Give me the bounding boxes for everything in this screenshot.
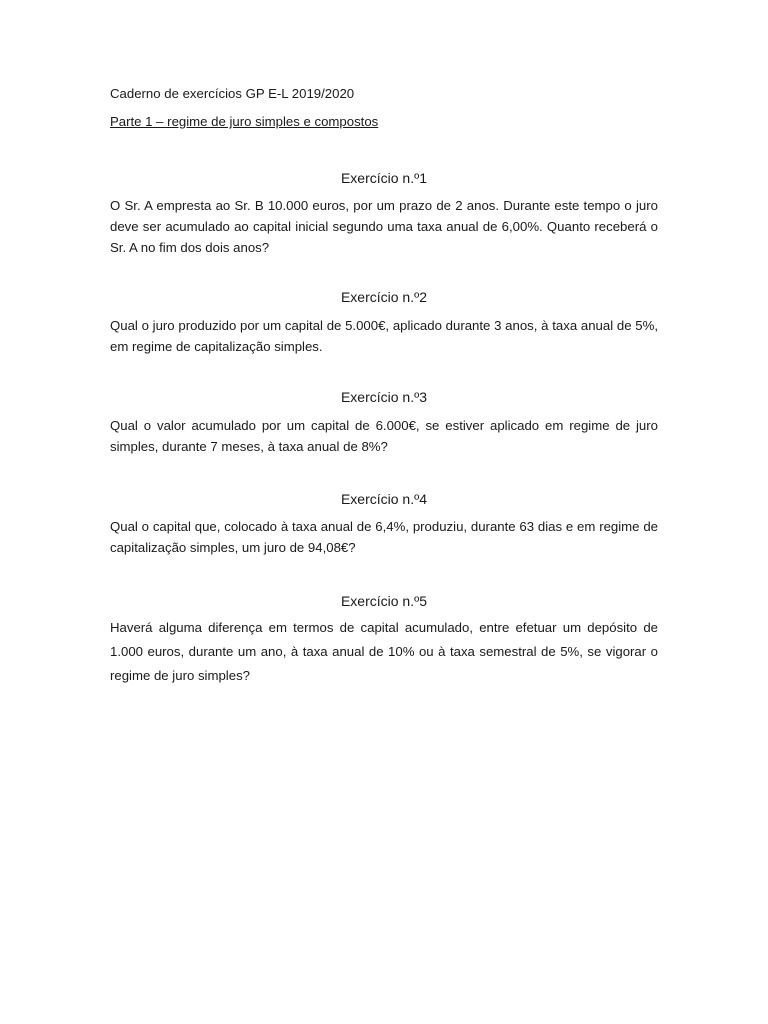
exercise-4-heading: Exercício n.º4	[340, 491, 428, 507]
document-title: Caderno de exercícios GP E-L 2019/2020	[110, 86, 355, 101]
exercise-3-heading: Exercício n.º3	[340, 389, 428, 405]
exercise-1-text: O Sr. A empresta ao Sr. B 10.000 euros, por um prazo de 2 anos. Durante este tempo o juro deve ser acumulado ao capital inicial segundo uma taxa anual de 6,00%. Quanto receberá o Sr. A no fim dos dois anos?	[110, 198, 658, 255]
exercise-5-heading: Exercício n.º5	[340, 593, 428, 609]
exercise-2-text: Qual o juro produzido por um capital de 5.000€, aplicado durante 3 anos, à taxa anual de 5%, em regime de capitalização simples.	[110, 318, 658, 354]
exercise-3-text: Qual o valor acumulado por um capital de 6.000€, se estiver aplicado em regime de juro simples, durante 7 meses, à taxa anual de 8%?	[110, 418, 658, 454]
exercise-1-heading: Exercício n.º1	[340, 170, 428, 186]
exercise-5-text: Haverá alguma diferença em termos de capital acumulado, entre efetuar um depósito de 1.000 euros, durante um ano, à taxa anual de 10% ou à taxa semestral de 5%, se vigorar o regime de juro simples?	[110, 620, 658, 683]
exercise-4-text: Qual o capital que, colocado à taxa anual de 6,4%, produziu, durante 63 dias e em regime de capitalização simples, um juro de 94,08€?	[110, 519, 658, 555]
document-subtitle: Parte 1 – regime de juro simples e compostos	[110, 114, 379, 129]
exercise-2-heading: Exercício n.º2	[340, 289, 428, 305]
